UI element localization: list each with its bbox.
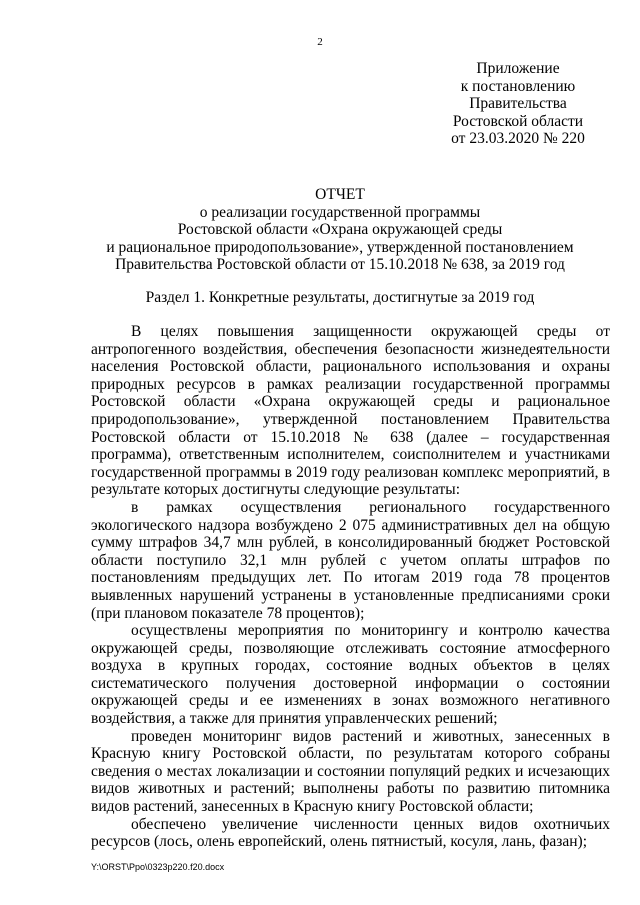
appendix-line: Приложение <box>476 60 560 77</box>
appendix-line: Правительства <box>469 95 567 112</box>
report-title-line: и рациональное природопользование», утвержденной постановлением <box>106 238 574 256</box>
paragraph: В целях повышения защищенности окружающей среды от антропогенного воздействия, обеспечения безопасности жизнедеятельности населения Ростовской области, рационального использования и охраны природных ресурсов в рамках реализации государственной программы Ростовской области «Охрана окружающей среды и рациональное природопользование», утвержденной постановлением Правительства Ростовской области от 15.10.2018 № 638 (далее – государственная программа), ответственным исполнителем, соисполнителем и участниками государственной программы в 2019 году реализован комплекс мероприятий, в результате которых достигнуты следующие результаты: <box>91 323 610 499</box>
body-text <box>91 323 610 851</box>
appendix-block <box>418 60 618 148</box>
report-heading: ОТЧЕТ <box>315 186 365 203</box>
section-heading: Раздел 1. Конкретные результаты, достигнутые за 2019 год <box>145 289 535 306</box>
paragraph: в рамках осуществления регионального государственного экологического надзора возбуждено 2 075 административных дел на общую сумму штрафов 34,7 млн рублей, в консолидированный бюджет Ростовской области поступило 32,1 млн рублей с учетом оплаты штрафов по постановлениям предыдущих лет. По итогам 2019 года 78 процентов выявленных нарушений устранены в установленные предписаниями сроки (при плановом показателе 78 процентов); <box>91 498 610 622</box>
appendix-line: Ростовской области <box>452 112 584 130</box>
paragraph: обеспечено увеличение численности ценных видов охотничьих ресурсов (лось, олень европейский, олень пятнистый, косуля, лань, фазан); <box>91 815 610 851</box>
report-title-line: о реализации государственной программы <box>199 203 481 221</box>
report-title-line: Правительства Ростовской области от 15.10.2018 № 638, за 2019 год <box>115 256 565 273</box>
report-title-line: Ростовской области «Охрана окружающей среды <box>177 221 503 238</box>
paragraph: осуществлены мероприятия по мониторингу и контролю качества окружающей среды, позволяющие отслеживать состояние атмосферного воздуха в крупных городах, состояние водных объектов в целях систематического получения достоверной информации о состоянии окружающей среды и ее изменениях в зонах возможного негативного воздействия, а также для принятия управленческих решений; <box>91 622 610 728</box>
appendix-line: к постановлению <box>460 77 576 95</box>
report-title <box>60 186 620 274</box>
file-path-footer: Y:\ORST\Ppo\0323p220.f20.docx <box>91 862 225 872</box>
appendix-line: от 23.03.2020 № 220 <box>451 130 585 147</box>
page-number: 2 <box>317 36 323 48</box>
paragraph: проведен мониторинг видов растений и животных, занесенных в Красную книгу Ростовской области, по результатам которого собраны сведения о местах локализации и состоянии популяций редких и исчезающих видов животных и растений; выполнены работы по развитию питомника видов растений, занесенных в Красную книгу Ростовской области; <box>91 727 610 816</box>
